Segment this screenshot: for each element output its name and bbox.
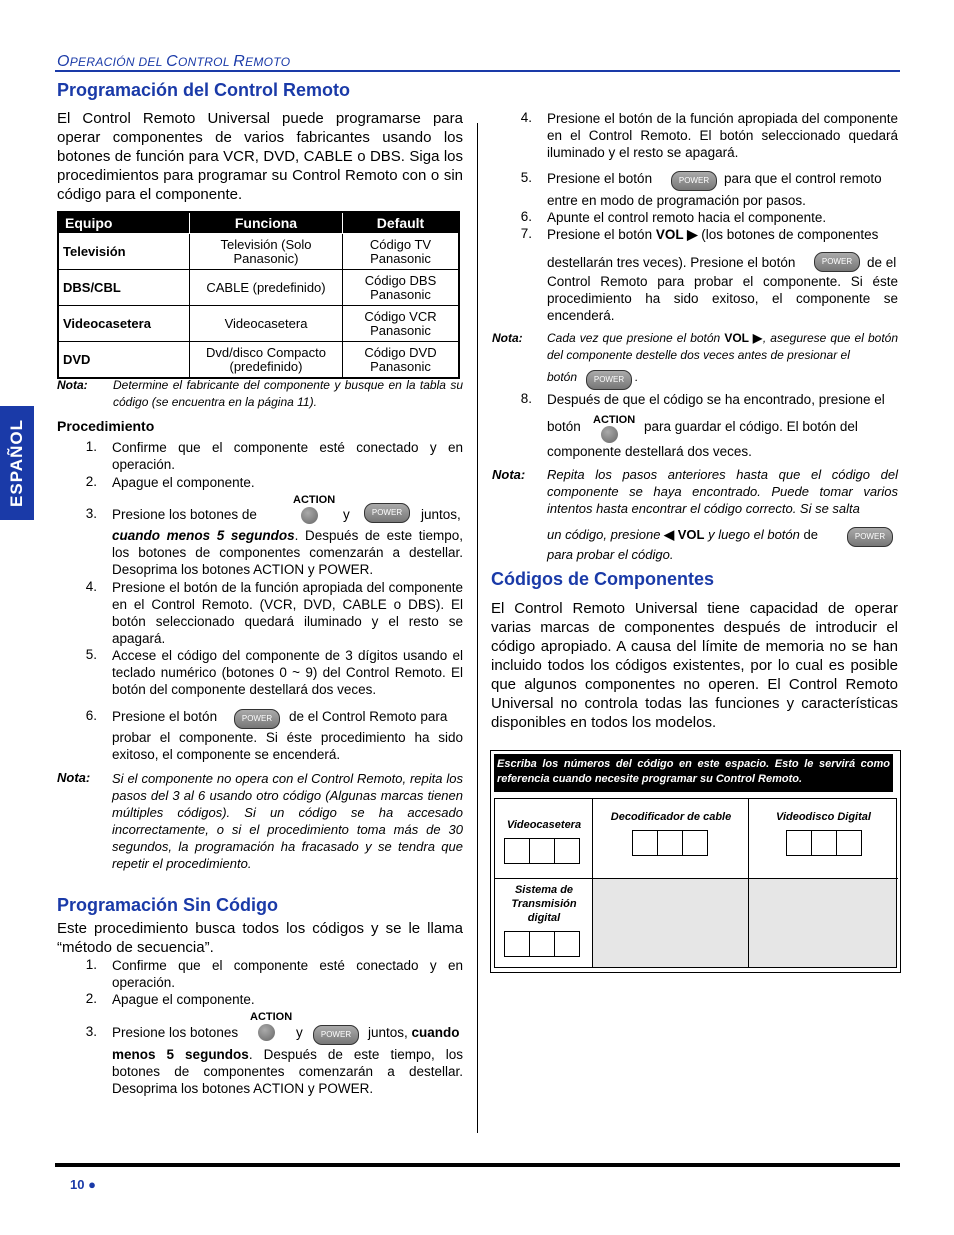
note-text: Determine el fabricante del componente y busque en la tabla su código (se encuentra en la página 11). [113,378,463,409]
rh-part: R [233,53,246,70]
step-text: Presione el botón de la función apropiada del componente en el Control Remoto. (VCR, DVD, CABLE o DBS). El botón seleccionado quedará iluminado y el resto se apagará. [112,580,463,646]
step-number: 1. [85,957,97,972]
rh-part: EMOTO [245,55,291,69]
note-text: Si el componente no opera con el Control Remoto, repita los pasos del 3 al 6 usando otro código (Algunas marcas tienen múltiples códigos). Si un código se ha accesado incorrectamente, o si el procedimiento toma más de 30 segundos, la programación ha fracasado y se tendra que repetir el procedimiento. [112,771,463,871]
step-number: 2. [85,474,97,489]
digit-box[interactable] [811,830,837,856]
section-title-no-code: Programación Sin Código [57,895,279,915]
step-text: Apague el componente. [112,992,255,1007]
note-text [547,526,818,543]
step-text: Confirme que el componente esté conectado y en operación. [112,958,463,990]
code-entry-box [490,750,901,973]
vcr-code-boxes[interactable] [505,838,580,864]
step-text: . Después de este tiempo, los botones de componentes comenzarán a destellar. Desoprima los botones ACTION y POWER. [112,1047,463,1096]
rh-part: O [57,53,70,70]
action-label: ACTION [293,494,336,506]
step-number: 4. [85,579,97,594]
intro-paragraph: Este procedimiento busca todos los códigos y se le llama “método de secuencia”. [57,920,463,956]
empty-cell [593,879,749,967]
step-text: Presione los botones de [112,507,257,522]
videodisc-cell [749,799,898,879]
step-text: Presione el botón [112,709,218,724]
section-title-codes: Códigos de Componentes [491,569,715,589]
power-button-icon: POWER [234,709,280,729]
step-text: Presione los botones [112,1025,239,1040]
note-text: un código, presione [547,527,661,542]
power-button-icon: POWER [313,1025,359,1045]
power-button-icon: POWER [671,171,717,191]
step-text [112,1046,463,1097]
rh-part: C [166,53,178,70]
vcr-cell [495,799,593,879]
equipment-table [57,211,460,379]
step-number: 6. [520,209,532,224]
power-button-icon: POWER [814,252,860,272]
step-number: 5. [85,647,97,662]
dbs-code-boxes[interactable] [505,931,580,957]
table-row [58,306,459,342]
table-header: Equipo [58,212,190,234]
digit-box[interactable] [836,830,862,856]
step-number: 2. [85,991,97,1006]
table-row [58,270,459,306]
note-text: Cada vez que presione el botón [547,331,721,345]
step-text: para que el control remoto [724,171,882,186]
table-row [58,234,459,270]
power-button-icon: POWER [586,370,632,390]
step-text: Después de que el código se ha encontrado, presione el [547,392,885,407]
dbs-cell [495,879,593,967]
step-number: 3. [85,1024,97,1039]
step-text: de el [867,255,897,270]
cable-label: Decodificador de cable [610,811,732,823]
step-number: 3. [85,506,97,521]
step-text: botón [547,419,581,434]
code-box-header: Escriba los números del código en este espacio. Esto le servirá como referencia cuando necesite programar su Control Remoto. [494,754,893,792]
step-text: para guardar el código. El botón del [644,419,858,434]
step-text: Confirme que el componente esté conectado y en operación. [112,440,463,472]
step-text [547,226,898,243]
digit-box[interactable] [554,931,580,957]
table-cell: Videocasetera [58,306,190,342]
language-tab-label: ESPAÑOL [7,419,26,507]
note-text [547,330,898,364]
note-label: Nota: [492,467,526,482]
rh-part: ONTROL [177,55,234,69]
cable-cell [593,799,749,879]
bold-text: VOL ▶ [655,227,698,242]
note-text: para probar el código. [547,547,674,562]
table-cell: Dvd/disco Compacto (predefinido) [190,342,343,379]
step-text: . Después de este tiempo, los botones de componentes comenzarán a destellar. Desoprima los botones ACTION y POWER. [112,528,463,577]
table-header-row [58,212,459,234]
language-tab [0,406,34,520]
step-text: componente destellará dos veces. [547,444,752,459]
digit-box[interactable] [504,838,530,864]
rh-part: PERACIÓN DEL [69,55,167,69]
step-number: 5. [520,170,532,185]
step-number: 4. [520,110,532,125]
bold-text: ◀ VOL [664,527,705,542]
action-label: ACTION [250,1011,293,1023]
bold-text: cuando menos 5 segundos [112,528,295,543]
bold-text: cuando [411,1025,460,1040]
table-header: Default [343,212,460,234]
dbs-label: Sistema de Transmisión digital [511,884,577,924]
digit-box[interactable] [682,830,708,856]
step-text [112,527,463,578]
step-text: juntos, [368,1025,408,1040]
step-text: Presione el botón de la función apropiada del componente en el Control Remoto. El botón seleccionado quedará iluminado y el resto se apagará. [547,111,898,160]
section-title-programming: Programación del Control Remoto [57,80,351,100]
step-number: 8. [520,391,532,406]
step-text: probar el componente. Si éste procedimiento ha sido exitoso, el componente se encenderá. [112,730,463,762]
digit-box[interactable] [529,931,555,957]
note-text: y luego el botón [708,527,800,542]
digit-box[interactable] [786,830,812,856]
top-rule [55,70,900,72]
step-text: entre en modo de programación por pasos. [547,193,806,208]
table-header: Funciona [190,212,343,234]
power-button-icon: POWER [847,527,893,547]
action-label: ACTION [593,414,636,426]
step-text: de el Control Remoto para [289,709,448,724]
bold-text: VOL ▶ [724,331,763,345]
code-grid [494,798,897,968]
step-text: juntos, [421,507,461,522]
step-number: 1. [85,439,97,454]
intro-paragraph: El Control Remoto Universal puede programarse para operar componentes de varios fabricantes usando los botones de función para VCR, DVD, CABLE o DBS. Siga los procedimientos para programar su Control Remoto con o sin código para el componente. [57,110,463,203]
table-row [58,342,459,379]
step-text: Presione el botón [547,171,653,186]
procedure-title: Procedimiento [57,418,155,434]
vcr-label: Videocasetera [506,819,582,831]
digit-box[interactable] [657,830,683,856]
note-text: Repita los pasos anteriores hasta que el código del componente se haya encontrado. Puede tomar varios intentos hasta encontrar el código correcto. Si se salta [547,467,898,516]
step-text [368,1024,460,1041]
step-text: Presione el botón [547,227,653,242]
table-cell: DBS/CBL [58,270,190,306]
table-cell: DVD [58,342,190,379]
note-text: . [635,370,639,384]
digit-box[interactable] [554,838,580,864]
note-label: Nota: [57,378,88,392]
step-text: Apunte el control remoto hacia el componente. [547,210,827,225]
note-text: de [803,527,818,542]
table-cell: Código TV Panasonic [343,234,460,270]
step-text: destellarán tres veces). Presione el botón [547,255,796,270]
power-button-icon: POWER [364,503,410,523]
digit-box[interactable] [632,830,658,856]
step-text: y [296,1025,303,1040]
step-number: 7. [520,226,532,241]
bold-text: menos 5 segundos [112,1047,249,1062]
note-text: botón [547,370,578,384]
step-text: (los botones de componentes [701,227,879,242]
page-number: 10 ● [70,1177,96,1192]
empty-cell [749,879,896,967]
table-cell: Televisión (Solo Panasonic) [190,234,343,270]
videodisc-label: Videodisco Digital [776,811,871,823]
column-divider [477,123,478,1133]
step-text: Accese el código del componente de 3 dígitos usando el teclado numérico (botones 0 ~ 9) del Control Remoto. El botón del componente destellará dos veces. [112,648,463,697]
table-cell: Videocasetera [190,306,343,342]
running-head [57,53,290,71]
step-text: y [343,507,350,522]
table-cell: Código DVD Panasonic [343,342,460,379]
step-text: Apague el componente. [112,475,255,490]
note-text: , asegurese que el botón del componente destelle dos veces antes de presionar el [547,331,899,362]
codes-paragraph: El Control Remoto Universal tiene capacidad de operar varias marcas de componentes después de introducir el código apropiado. A causa del límite de memoria no se han incluido todos los códigos existentes, por lo cual es posible que algunos componentes no operen. El Control Remoto Universal no controla todas las funciones y características disponibles en todos los modelos. [491,600,898,731]
step-text: Control Remoto para probar el componente. Si éste procedimiento ha sido exitoso, el componente se encenderá. [547,274,898,323]
table-cell: Código DBS Panasonic [343,270,460,306]
digit-box[interactable] [504,931,530,957]
action-button-icon [301,507,318,524]
table-cell: Código VCR Panasonic [343,306,460,342]
step-number: 6. [85,708,97,723]
note-label: Nota: [57,770,91,785]
table-cell: CABLE (predefinido) [190,270,343,306]
videodisc-code-boxes[interactable] [787,830,862,856]
table-cell: Televisión [58,234,190,270]
digit-box[interactable] [529,838,555,864]
note-label: Nota: [492,331,523,345]
cable-code-boxes[interactable] [633,830,708,856]
bottom-rule [55,1163,900,1167]
action-button-icon [258,1024,275,1041]
action-button-icon [601,426,618,443]
